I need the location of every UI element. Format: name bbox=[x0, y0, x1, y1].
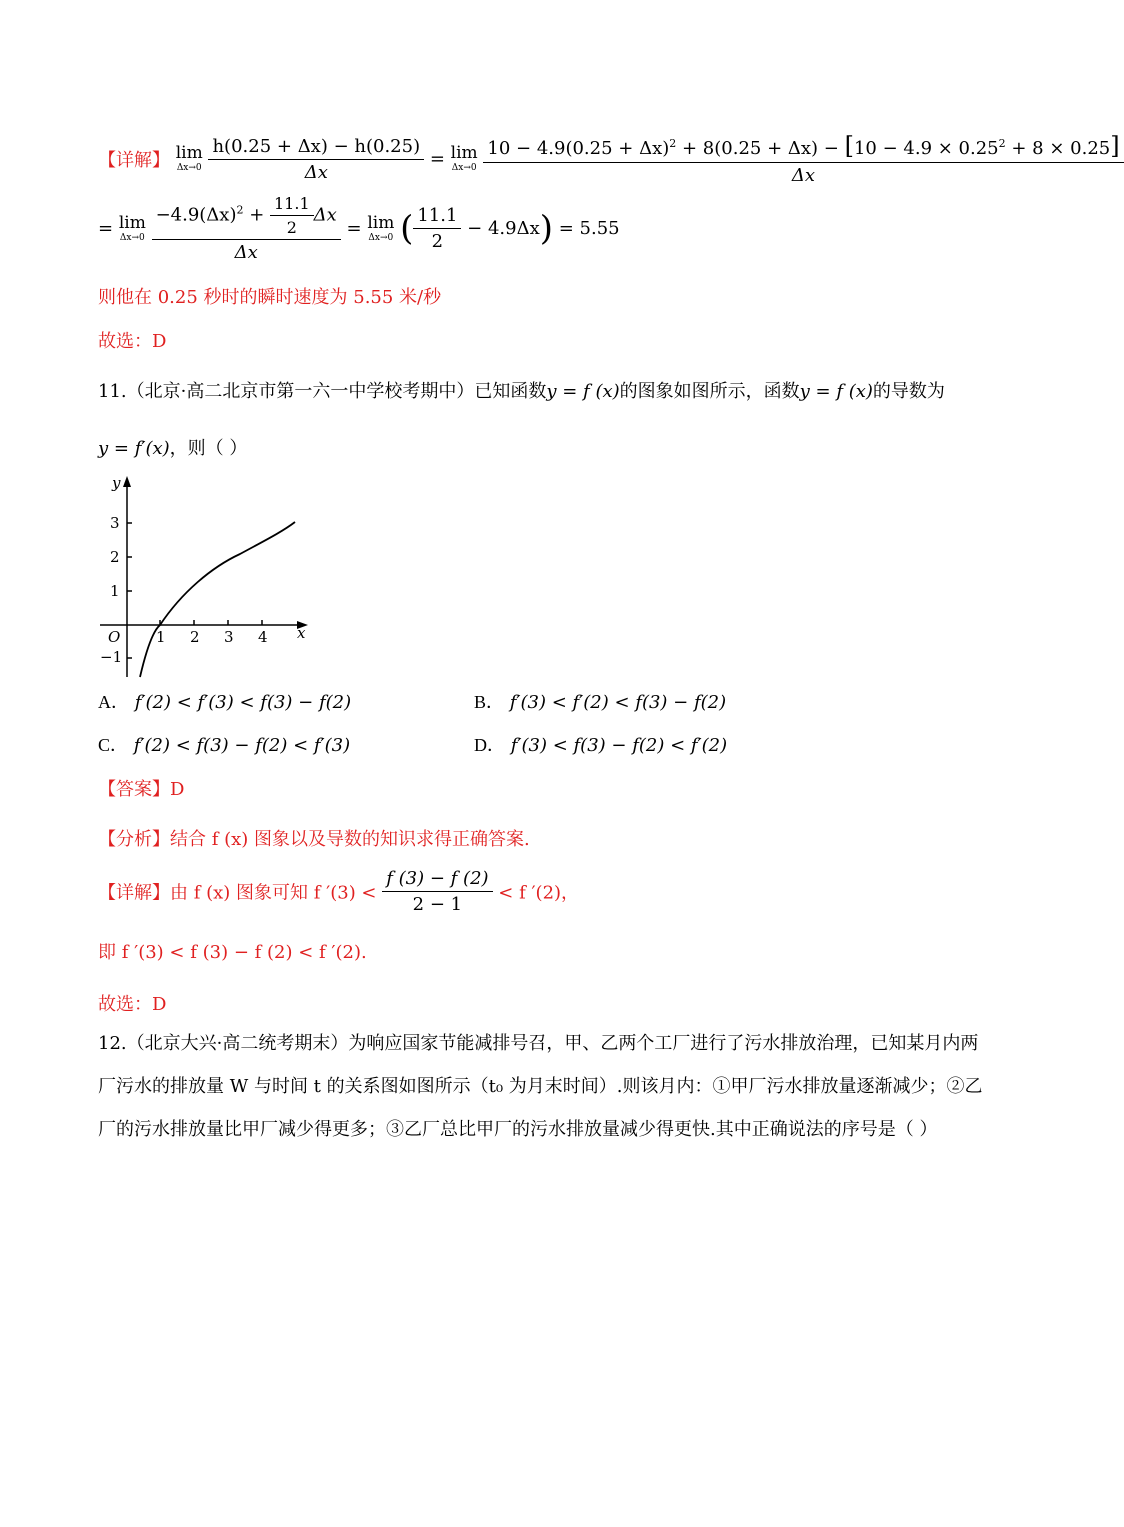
y-tick-label: −1 bbox=[100, 648, 123, 666]
x-axis-label: x bbox=[297, 624, 306, 642]
question-11-line-2: y = f′(x)，则（ ） bbox=[98, 438, 248, 459]
choice-text-2: 故选：D bbox=[98, 994, 167, 1015]
option-a[interactable]: A． f′(2) < f′(3) < f(3) − f(2) bbox=[98, 692, 352, 713]
y-axis-label: y bbox=[112, 474, 121, 492]
fraction-3: $-4.9(\Delta x)^2$ + $\frac{11.1}{2}$ Δx Δx bbox=[152, 194, 341, 263]
y-tick-label: 2 bbox=[110, 548, 120, 566]
y-tick-label: 1 bbox=[110, 582, 120, 600]
option-d[interactable]: D． f′(3) < f(3) − f(2) < f′(2) bbox=[474, 735, 728, 756]
fraction-4: $\frac{f (3) - f (2)}{2 - 1}$ bbox=[382, 868, 492, 915]
option-b[interactable]: B． f′(3) < f′(2) < f(3) − f(2) bbox=[474, 692, 727, 713]
limit-symbol-4: lim Δx→0 bbox=[367, 212, 395, 243]
conclusion-text: 则他在 0.25 秒时的瞬时速度为 5.55 米/秒 bbox=[98, 287, 442, 308]
detail-2-line-2: 即 f ′(3) < f (3) − f (2) < f ′(2). bbox=[98, 942, 367, 963]
option-c[interactable]: C． f′(2) < f(3) − f(2) < f′(3) bbox=[98, 735, 351, 756]
question-12-text: 12.（北京大兴·高二统考期末）为响应国家节能减排号召，甲、乙两个工厂进行了污水排放治理，已知某月内两厂污水的排放量 W 与时间 t 的关系图如图所示（t₀ 为月末时间）.则该月内：①甲厂污水排放量逐渐减少；②乙厂的污水排放量比甲厂减少得更多；③乙厂总比甲厂的污水排放量减少得更快.其中正确说法的序号是（ ） bbox=[98, 1033, 983, 1140]
fraction-1: $\frac{h(0.25 + \Delta x) - h(0.25)}{\Delta x}$ bbox=[208, 136, 424, 183]
origin-label: O bbox=[108, 628, 121, 646]
choice-text-1: 故选：D bbox=[98, 331, 167, 352]
function-curve bbox=[140, 522, 295, 677]
function-graph bbox=[92, 472, 322, 682]
x-tick-label: 1 bbox=[156, 628, 166, 646]
analysis-text: 【分析】结合 f (x) 图象以及导数的知识求得正确答案. bbox=[98, 829, 530, 850]
x-tick-label: 2 bbox=[190, 628, 200, 646]
answer-text: 【答案】D bbox=[98, 779, 185, 800]
detail-tag: 【详解】 bbox=[98, 150, 170, 171]
limit-symbol-2: lim Δx→0 bbox=[450, 143, 478, 173]
limit-symbol-3: lim Δx→0 bbox=[118, 212, 146, 243]
detail-line-2: = lim Δx→0 $-4.9(\Delta x)^2$ + $\frac{11.1}{2}$ Δx Δx = lim Δx→0 ( $\frac{11.1}{2}$ − 4.9Δx) = 5.55 bbox=[98, 194, 620, 263]
y-tick-label: 3 bbox=[110, 514, 120, 532]
detail-line-1: 【详解】 lim Δx→0 $\frac{h(0.25 + \Delta x) - h(0.25)}{\Delta x}$ = lim Δx→0 $10 - 4.9(0.25 + \Delta x)^2 + 8(0.25 + \Delta x) - [10 - 4.9 \times 0.25^2 + 8 \times 0.25]$ Δx bbox=[98, 132, 1124, 186]
fraction-2: $10 - 4.9(0.25 + \Delta x)^2 + 8(0.25 + \Delta x) - [10 - 4.9 \times 0.25^2 + 8 \times 0.25]$ Δx bbox=[483, 132, 1123, 186]
x-tick-label: 3 bbox=[224, 628, 234, 646]
x-tick-label: 4 bbox=[258, 628, 268, 646]
detail-2-line-1: 【详解】由 f (x) 图象可知 f ′(3) < $\frac{f (3) - f (2)}{2 - 1}$ < f ′(2)， bbox=[98, 868, 580, 915]
y-axis-arrow bbox=[123, 476, 131, 487]
limit-symbol: lim Δx→0 bbox=[175, 143, 203, 173]
question-11-line-1: 11.（北京·高二北京市第一六一中学校考期中）已知函数y = f (x)的图象如图所示，函数y = f (x)的导数为 bbox=[98, 381, 945, 402]
